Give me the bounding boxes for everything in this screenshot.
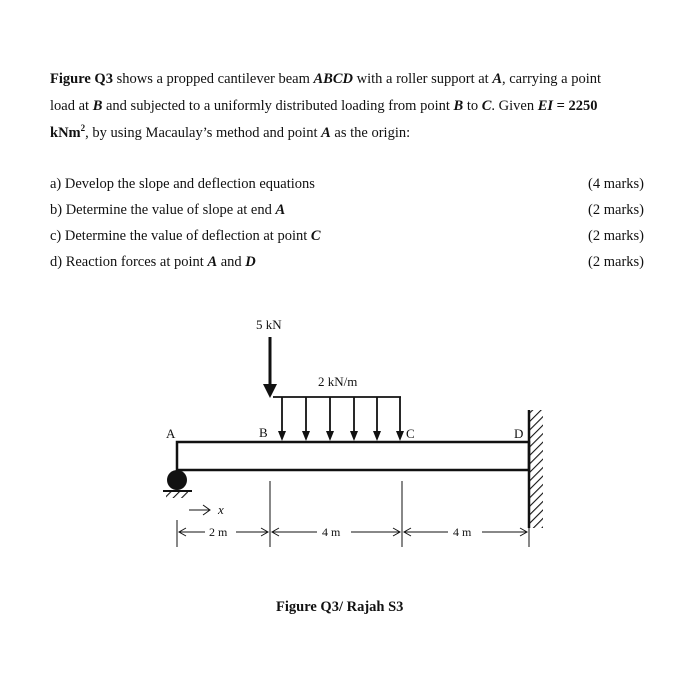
udl-arrow: [278, 397, 286, 441]
udl-arrow: [302, 397, 310, 441]
point-b-label: B: [259, 425, 268, 440]
point-load-arrow-head: [263, 384, 277, 398]
text-run: load at: [50, 98, 93, 114]
udl-arrows: [278, 397, 404, 441]
point-ref: D: [245, 254, 256, 270]
udl-arrow: [350, 397, 358, 441]
udl-label: 2 kN/m: [318, 374, 358, 389]
text-run: . Given: [491, 98, 538, 114]
point-ref: C: [310, 228, 321, 244]
marks-label: (2 marks): [588, 202, 644, 218]
span-1-label: 2 m: [209, 525, 228, 539]
span-2-label: 4 m: [322, 525, 341, 539]
text-run: and subjected to a uniformly distributed loading from point: [102, 98, 454, 114]
fixed-support-hatch: [529, 410, 543, 528]
text-run: to: [463, 98, 482, 114]
point-ref: A: [492, 71, 502, 87]
roller-support: [167, 470, 187, 490]
text-run: , by using Macaulay’s method and point: [85, 125, 322, 141]
text-run: , carrying a point: [502, 71, 602, 87]
text-run: as the origin:: [330, 125, 411, 141]
unit-text: kNm: [50, 125, 81, 141]
point-load-label: 5 kN: [256, 317, 282, 332]
point-ref: A: [321, 125, 331, 141]
point-ref: B: [92, 98, 103, 114]
text-run: a) Develop the slope and deflection equations: [50, 176, 315, 192]
point-d-label: D: [514, 426, 524, 441]
beam-body: [177, 442, 529, 470]
udl-arrow: [396, 397, 404, 441]
text-run: c) Determine the value of deflection at point: [50, 228, 311, 244]
beam-name: ABCD: [313, 71, 353, 87]
marks-label: (2 marks): [588, 228, 644, 244]
ei-value: = 2250: [553, 98, 598, 114]
udl-arrow: [326, 397, 334, 441]
marks-label: (4 marks): [588, 176, 644, 192]
marks-label: (2 marks): [588, 254, 644, 270]
figure-ref: Figure Q3: [50, 71, 113, 87]
point-ref: A: [275, 202, 286, 218]
text-run: shows a propped cantilever beam: [112, 71, 314, 87]
text-run: b) Determine the value of slope at end: [50, 202, 276, 218]
text-run: and: [217, 254, 246, 270]
x-axis-label: x: [218, 502, 224, 517]
point-ref: C: [481, 98, 492, 114]
figure-caption: Figure Q3/ Rajah S3: [276, 599, 404, 615]
point-ref: A: [207, 254, 218, 270]
ei-symbol: EI: [537, 98, 554, 114]
unit-exponent: 2: [80, 123, 86, 134]
point-ref: B: [453, 98, 464, 114]
udl-arrow: [373, 397, 381, 441]
point-a-label: A: [166, 426, 176, 441]
point-c-label: C: [406, 426, 415, 441]
span-3-label: 4 m: [453, 525, 472, 539]
text-run: d) Reaction forces at point: [50, 254, 208, 270]
text-run: with a roller support at: [352, 71, 493, 87]
